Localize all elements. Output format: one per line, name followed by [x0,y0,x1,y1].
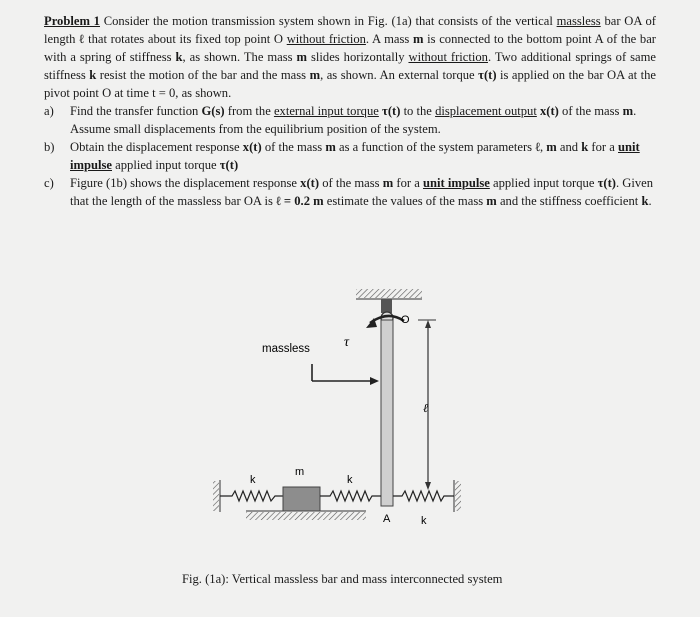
c-ell: ℓ [276,194,281,208]
intro-resist: resist the motion of the bar and the mass [99,68,307,82]
intro-shown: , as shown. The mass [182,50,293,64]
b-m: m [325,140,336,154]
massless-label: massless [262,343,310,355]
c-m-2: m [486,194,497,208]
b-text-6: applied input torque [115,158,217,172]
intro-mass: . A mass [365,32,410,46]
massless-pointer-head [370,377,379,385]
left-wall-hatch [213,481,219,511]
without-friction-1: without friction [286,32,366,46]
b-k: k [581,140,589,154]
b-ell: ℓ [535,140,540,154]
intro-length: OA of length [44,14,657,46]
k-right-label: k [421,515,427,527]
question-b-label: b) [44,140,55,154]
b-text-2: of the mass [264,140,323,154]
ceiling-hatch [356,289,422,298]
ground-hatch [246,512,366,520]
b-text-5: for a [591,140,615,154]
a-text-2: from the [227,104,271,118]
c-text-7: . [648,194,652,208]
a-text-5: . Assume small displacements from the equilibrium position of the system. [70,104,637,136]
a-text-4: of the mass [562,104,620,118]
a-G: G(s) [201,104,225,118]
ell-symbol: ℓ [79,32,85,46]
c-text-4: applied input torque [492,176,595,190]
a-x: x(t) [540,104,559,118]
m-symbol: m [412,32,424,46]
b-text-3: as a function of the system parameters [339,140,533,154]
c-text-1: Figure (1b) shows the displacement response [70,176,297,190]
intro-rotates: that rotates about its fixed top point O [88,32,284,46]
spring-left [220,491,283,501]
b-m-2: m [546,140,557,154]
c-k: k [641,194,649,208]
label-O: O [401,314,410,326]
c-text-and: and the stiffness coefficient [499,194,639,208]
intro-torque: , as shown. An external torque [320,68,475,82]
mass-label: m [295,466,305,478]
dim-arrowhead-bottom [425,482,431,490]
without-friction-2: without friction [408,50,488,64]
tau-symbol: τ(t) [478,68,497,82]
m-symbol-3: m [309,68,321,82]
problem-label: Problem 1 [44,14,100,28]
massless-underlined: massless [556,14,601,28]
a-text-1: Find the transfer function [70,104,199,118]
b-tau: τ(t) [219,158,239,172]
k-symbol-2: k [89,68,97,82]
tau-label: τ [344,335,350,350]
a-text-3: to the [403,104,432,118]
a-m: m [622,104,634,118]
label-A: A [383,513,391,525]
k-left-label: k [250,474,256,486]
question-c-text: Figure (1b) shows the displacement response x(t) of the mass m for a unit impulse applied input torque τ(t). Given that the length of the massless bar OA is ℓ = 0.2 m estimate the values of the mass m and the stiffness coefficient k. [70,176,654,208]
dim-arrowhead-top [425,320,431,328]
c-underline: unit impulse [422,176,490,190]
b-text-1: Obtain the displacement response [70,140,240,154]
b-x: x(t) [242,140,262,154]
c-text-2: of the mass [322,176,380,190]
intro-applied: is applied on the bar OA at the pivot point O at time t = 0, as shown. [44,68,656,100]
intro-additional: . Two additional springs of same stiffness [44,50,657,82]
a-underline-1: external input torque [273,104,379,118]
intro-slides: slides horizontally [311,50,405,64]
question-c-label: c) [44,176,54,190]
pivot-support [381,299,392,313]
intro-connected: is connected to the bottom point A of the bar with a spring of stiffness [44,32,656,64]
a-underline-2: displacement output [435,104,537,118]
intro-bar: bar [604,14,621,28]
c-m: m [382,176,394,190]
c-eq: = 0.2 m [283,194,324,208]
k-mid-label: k [347,474,353,486]
k-symbol: k [175,50,183,64]
figure-caption: Fig. (1a): Vertical massless bar and mass interconnected system [182,572,503,586]
m-symbol-2: m [296,50,308,64]
mass-block [283,487,320,511]
b-text-4: and [559,140,579,154]
spring-middle [320,491,381,501]
intro-text: Consider the motion transmission system shown in Fig. (1a) that consists of the vertical [103,14,553,28]
massless-bar [381,320,393,506]
b-underline: unit impulse [70,140,640,172]
c-x: x(t) [300,176,320,190]
spring-right [393,491,454,501]
a-tau: τ(t) [382,104,401,118]
c-text-6: estimate the values of the mass [326,194,484,208]
ell-label: ℓ [423,401,428,415]
question-b-text: Obtain the displacement response x(t) of the mass m as a function of the system parameters ℓ, m and k for a unit impulse applied input torque τ(t) [70,140,640,172]
c-text-3: for a [396,176,420,190]
c-tau: τ(t) [597,176,616,190]
c-text-5: Given that the length of the massless bar OA is [70,176,654,208]
right-wall-hatch [455,481,461,511]
question-a-label: a) [44,104,54,118]
